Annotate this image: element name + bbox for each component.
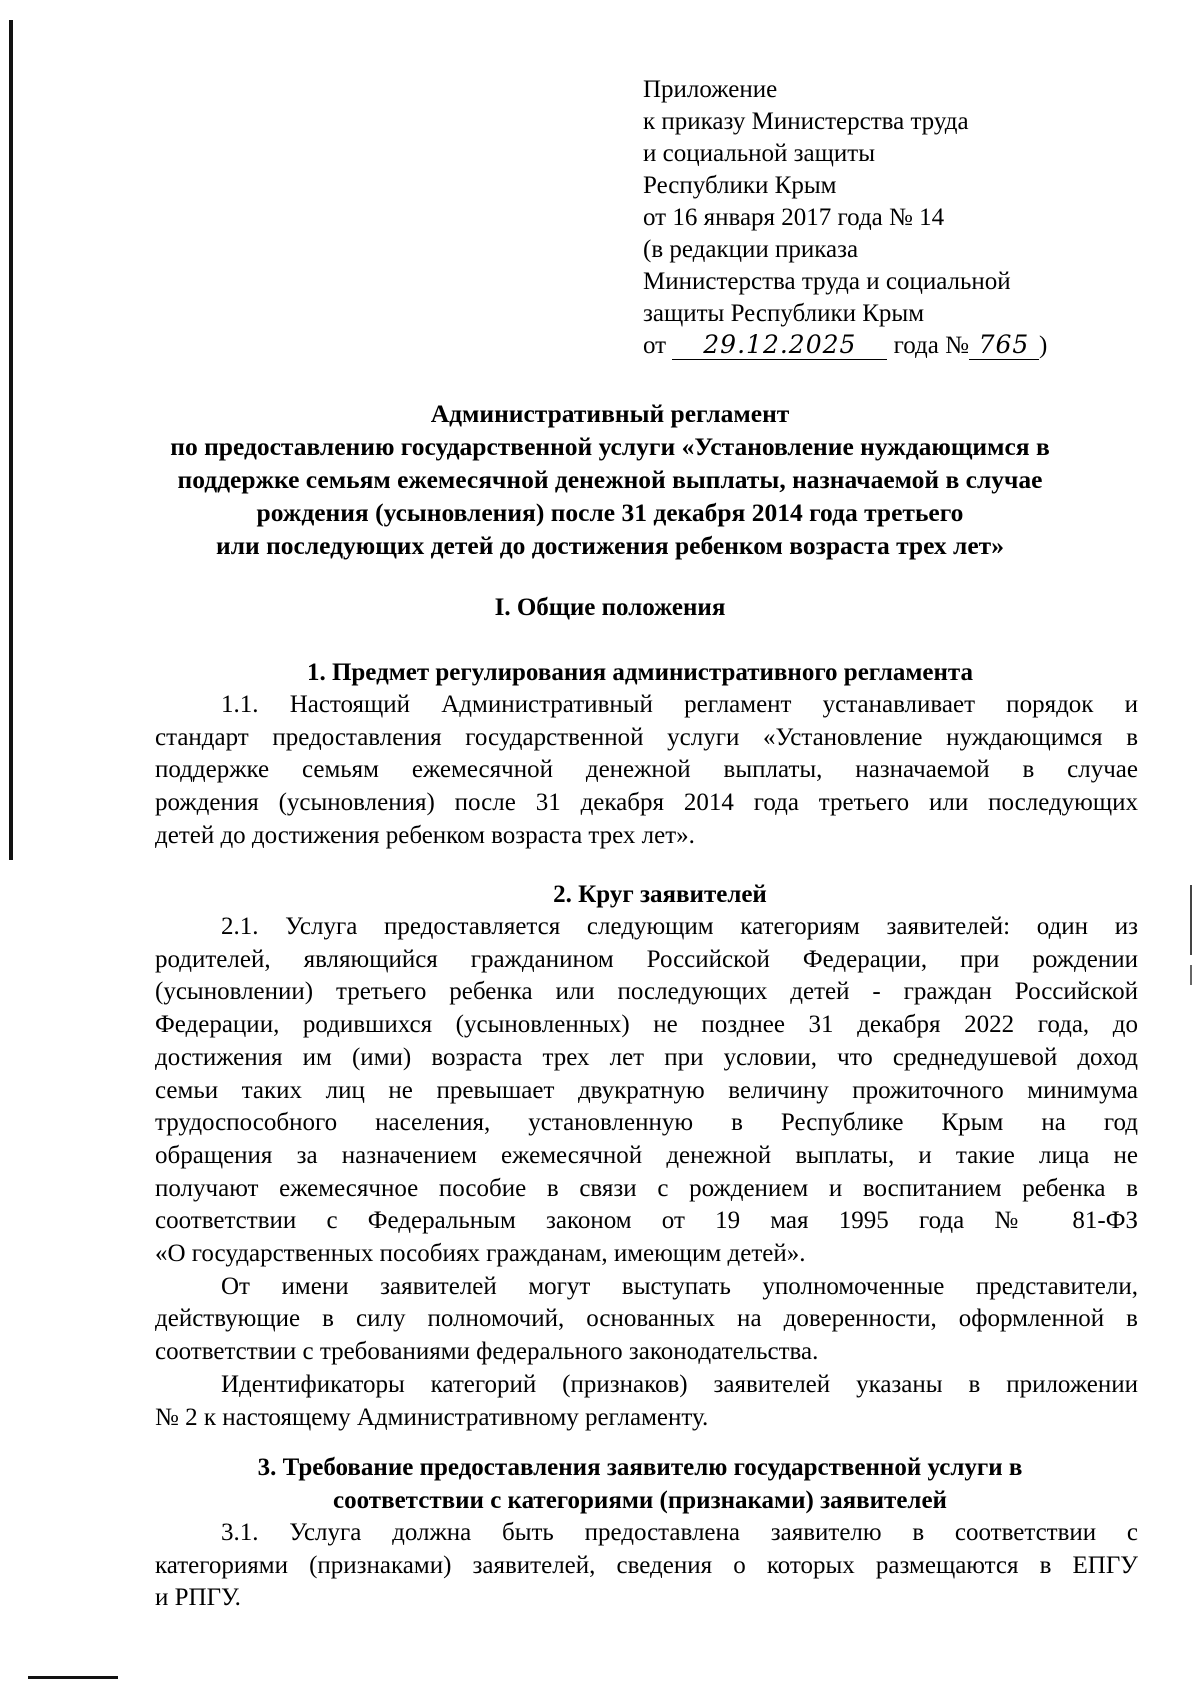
paragraph-line: родителей, являющийся гражданином Российской Федерации, при рождении — [155, 945, 1138, 973]
paragraph-line: стандарт предоставления государственной услуги «Установление нуждающимся в — [155, 723, 1138, 751]
title-line: Административный регламент — [430, 399, 790, 428]
appendix-block — [643, 74, 1163, 366]
subsection-heading-3 — [140, 1451, 1140, 1517]
paragraph-line: действующие в силу полномочий, основанных на доверенности, оформленной в — [155, 1305, 1138, 1333]
paragraph-line: 3.1. Услуга должна быть предоставлена заявителю в соответствии с — [221, 1519, 1138, 1546]
paragraph-line: Федерации, родившихся (усыновленных) не позднее 31 декабря 2022 года, до — [155, 1011, 1138, 1039]
paragraph-line: семьи таких лиц не превышает двукратную величину прожиточного минимума — [155, 1076, 1138, 1104]
paragraph-line: достижения им (ими) возраста трех лет при условии, что среднедушевой доход — [155, 1043, 1138, 1071]
paragraph-line: соответствии с Федеральным законом от 19 мая 1995 года № 81-ФЗ — [155, 1207, 1138, 1235]
paragraph-line: рождения (усыновления) после 31 декабря 2014 года третьего или последующих — [155, 789, 1138, 817]
appendix-line: от 16 января 2017 года № 14 — [643, 204, 945, 231]
scan-edge-line — [9, 20, 13, 860]
appendix-line: Министерства труда и социальной — [643, 268, 1011, 295]
paragraph-line: получают ежемесячное пособие в связи с рождением и воспитанием ребенка в — [155, 1174, 1138, 1202]
paragraph-line: детей до достижения ребенком возраста трех лет». — [155, 821, 695, 849]
paragraph-3-1 — [155, 1517, 1138, 1615]
section-heading — [140, 591, 1080, 624]
appendix-line: к приказу Министерства труда — [643, 108, 969, 135]
appendix-line: защиты Республики Крым — [643, 300, 925, 327]
paragraph-1-1 — [155, 689, 1138, 853]
handwritten-number: 765 — [969, 331, 1039, 360]
appendix-number-label: года № — [893, 332, 969, 359]
document-title — [140, 397, 1080, 562]
paragraph-2-1 — [155, 911, 1138, 1434]
paragraph-line: трудоспособного населения, установленную в Республике Крым на год — [155, 1109, 1138, 1137]
paragraph-line: 1.1. Настоящий Административный регламент устанавливает порядок и — [221, 691, 1138, 718]
appendix-line: Приложение — [643, 76, 778, 103]
appendix-line: и социальной защиты — [643, 140, 876, 167]
title-line: поддержке семьям ежемесячной денежной выплаты, назначаемой в случае — [177, 465, 1043, 494]
section-heading-text: I. Общие положения — [494, 594, 726, 621]
paragraph-line: № 2 к настоящему Административному регламенту. — [155, 1403, 709, 1431]
subsection-heading-text: соответствии с категориями (признаками) заявителей — [333, 1487, 947, 1514]
title-line: или последующих детей до достижения ребенком возраста трех лет» — [216, 531, 1004, 560]
paragraph-line: 2.1. Услуга предоставляется следующим категориям заявителей: один из — [221, 913, 1138, 940]
paragraph-line: «О государственных пособиях гражданам, имеющим детей». — [155, 1240, 806, 1268]
footnote-separator — [28, 1676, 118, 1679]
subsection-heading-text: 1. Предмет регулирования административного регламента — [306, 659, 974, 686]
handwritten-date: 29.12.2025 — [672, 331, 887, 360]
paragraph-line: От имени заявителей могут выступать уполномоченные представители, — [221, 1272, 1138, 1300]
paragraph-line: поддержке семьям ежемесячной денежной выплаты, назначаемой в случае — [155, 756, 1138, 784]
subsection-heading-1 — [160, 656, 1120, 689]
paragraph-line: обращения за назначением ежемесячной денежной выплаты, и такие лица не — [155, 1141, 1138, 1169]
paragraph-line: Идентификаторы категорий (признаков) заявителей указаны в приложении — [221, 1370, 1138, 1398]
paragraph-line: и РПГУ. — [155, 1584, 241, 1612]
subsection-heading-text: 3. Требование предоставления заявителю государственной услуги в — [257, 1454, 1023, 1481]
paragraph-line: соответствии с требованиями федерального законодательства. — [155, 1338, 819, 1366]
closing-parenthesis: ) — [1038, 332, 1048, 359]
subsection-heading-2 — [180, 878, 1140, 911]
appendix-order-line — [643, 330, 1163, 366]
title-line: рождения (усыновления) после 31 декабря 2014 года третьего — [256, 498, 964, 527]
scan-edge-line — [1190, 965, 1192, 985]
paragraph-line: категориями (признаками) заявителей, сведения о которых размещаются в ЕПГУ — [155, 1551, 1138, 1579]
paragraph-line: (усыновлении) третьего ребенка или последующих детей - граждан Российской — [155, 978, 1138, 1006]
title-line: по предоставлению государственной услуги «Установление нуждающимся в — [170, 432, 1050, 461]
appendix-from-label: от — [643, 332, 667, 359]
appendix-line: (в редакции приказа — [643, 236, 859, 263]
appendix-line: Республики Крым — [643, 172, 837, 199]
scan-edge-line — [1190, 885, 1192, 955]
subsection-heading-text: 2. Круг заявителей — [553, 881, 767, 908]
